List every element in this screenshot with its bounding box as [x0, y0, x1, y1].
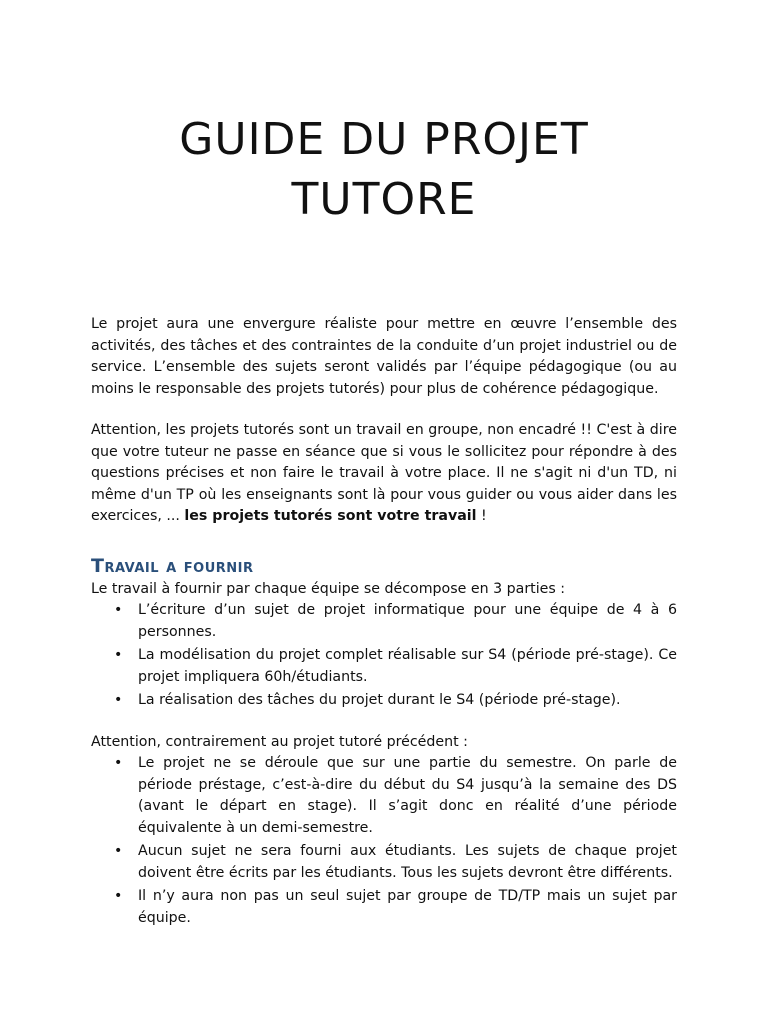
list-item — [91, 645, 677, 688]
bullet-icon: • — [114, 692, 123, 708]
bullet-icon: • — [114, 843, 123, 859]
section-intro: Le travail à fournir par chaque équipe se décompose en 3 parties : — [91, 580, 566, 597]
attention-end: ! — [476, 508, 487, 524]
list-item — [91, 841, 677, 884]
list-item-text: Il n’y aura non pas un seul sujet par groupe de TD/TP mais un sujet par équipe. — [138, 888, 677, 926]
list-item — [91, 886, 677, 929]
title-line-2: TUTORE — [291, 174, 477, 225]
bullet-icon: • — [114, 755, 123, 771]
document-title — [91, 0, 677, 230]
bullet-icon: • — [114, 602, 123, 618]
list-item — [91, 600, 677, 643]
intro-paragraph: Le projet aura une envergure réaliste pour mettre en œuvre l’ensemble des activités, des tâches et des contraintes de la conduite d’un projet industriel ou de service. L’ensemble des sujets seront validés par l’équipe pédagogique (ou au moins le responsable des projets tutorés) pour plus de cohérence pédagogique. — [91, 316, 677, 397]
attention-list — [91, 753, 677, 929]
list-item — [91, 690, 677, 712]
title-line-1: GUIDE DU PROJET — [179, 114, 589, 165]
list-item-text: La réalisation des tâches du projet durant le S4 (période pré-stage). — [138, 692, 621, 708]
attention-bold-text: les projets tutorés sont votre travail — [184, 508, 477, 524]
section-heading: Travail a fournir — [91, 554, 254, 577]
list-item-text: L’écriture d’un sujet de projet informatique pour une équipe de 4 à 6 personnes. — [138, 602, 677, 640]
bullet-icon: • — [114, 888, 123, 904]
bullet-icon: • — [114, 647, 123, 663]
attention2-intro: Attention, contrairement au projet tutoré précédent : — [91, 733, 468, 750]
work-list — [91, 600, 677, 712]
list-item-text: La modélisation du projet complet réalisable sur S4 (période pré-stage). Ce projet impliquera 60h/étudiants. — [138, 647, 677, 685]
attention-paragraph — [91, 420, 677, 528]
list-item — [91, 753, 677, 839]
attention-text: Attention, les projets tutorés sont un travail en groupe, non encadré !! C'est à dire que votre tuteur ne passe en séance que si vous le sollicitez pour répondre à des questions précises et non faire le travail à votre place. Il ne s'agit ni d'un TD, ni même d'un TP où les enseignants sont là pour vous guider ou vous aider dans les exercices, ... — [91, 422, 677, 524]
list-item-text: Aucun sujet ne sera fourni aux étudiants. Les sujets de chaque projet doivent être écrits par les étudiants. Tous les sujets devront être différents. — [138, 843, 677, 881]
list-item-text: Le projet ne se déroule que sur une partie du semestre. On parle de période préstage, c’est-à-dire du début du S4 jusqu’à la semaine des DS (avant le départ en stage). Il s’agit donc en réalité d’une période équivalente à un demi-semestre. — [138, 755, 677, 836]
